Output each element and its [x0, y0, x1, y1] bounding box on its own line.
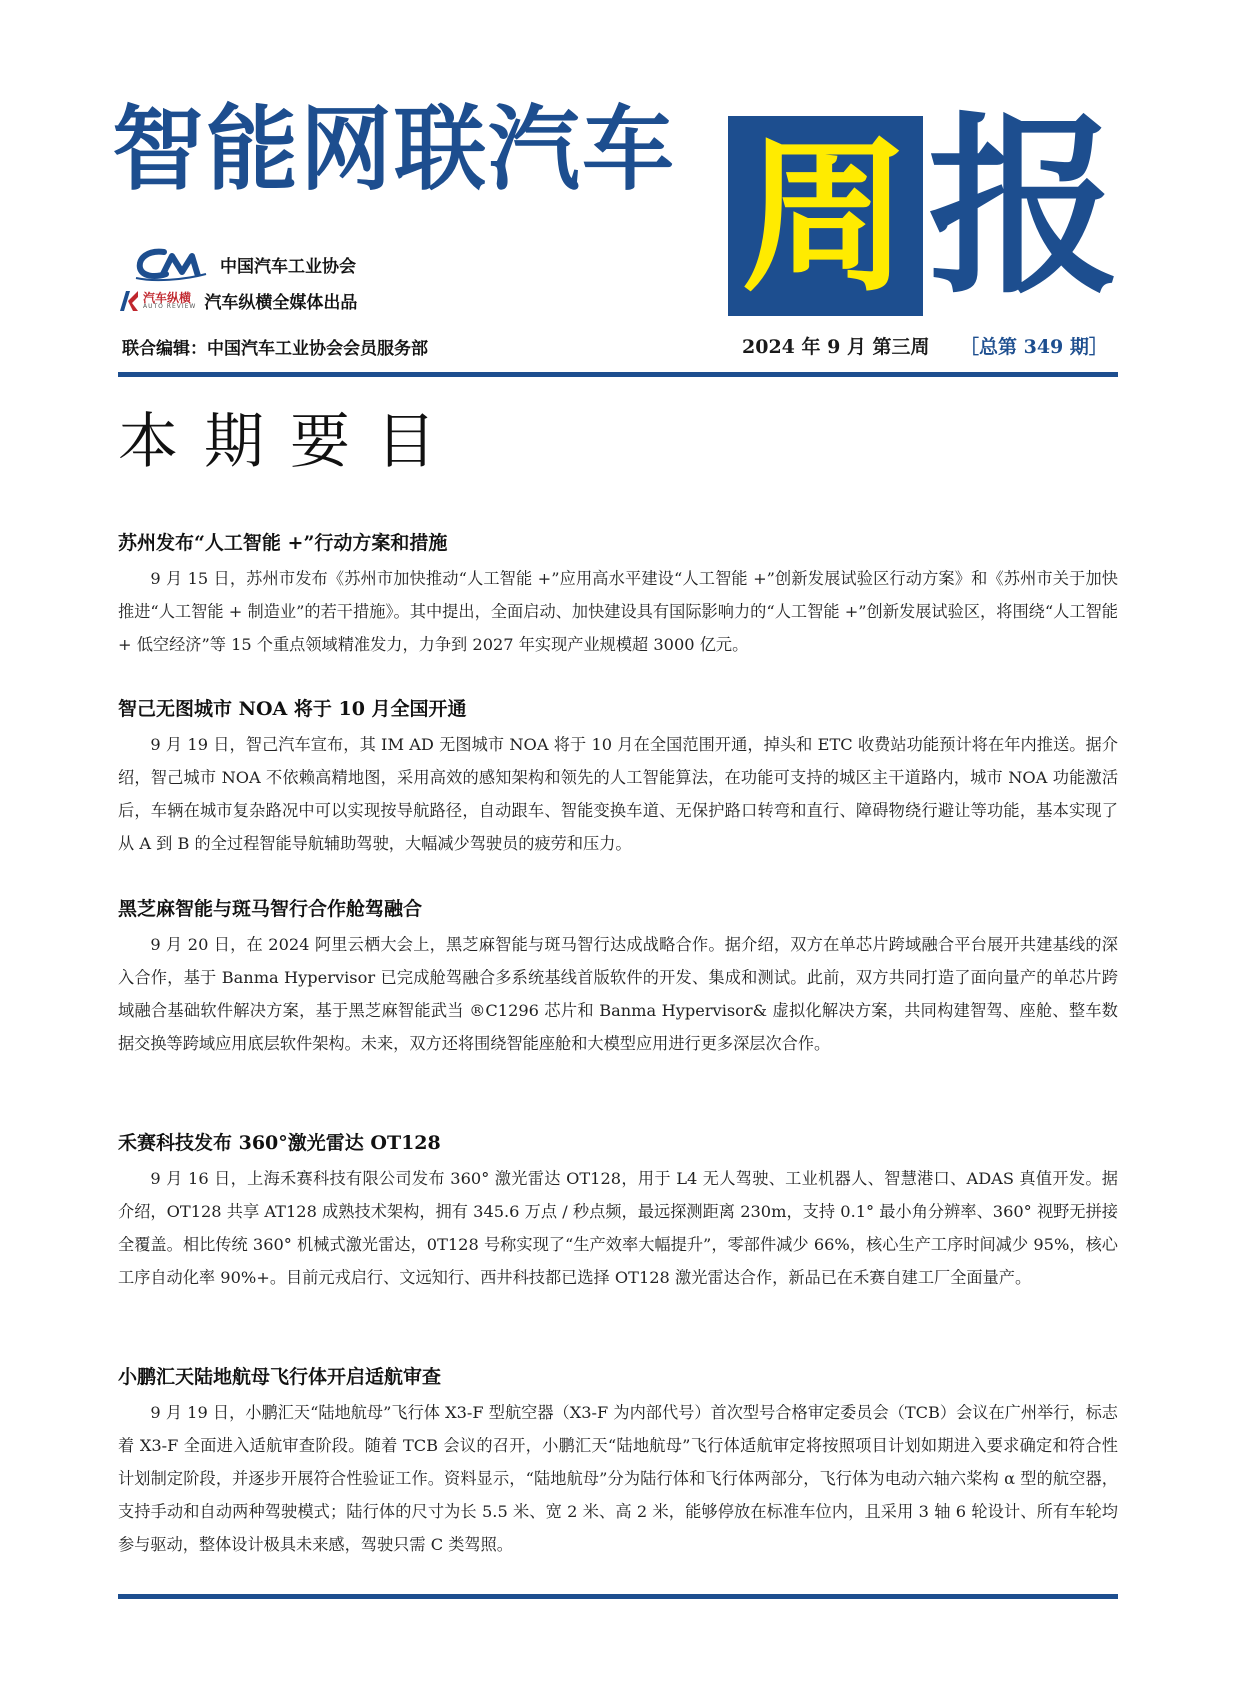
article	[118, 1130, 1118, 1294]
issue-number: ［总第 349 期］	[960, 336, 1108, 358]
article-title: 禾赛科技发布 360°激光雷达 OT128	[118, 1132, 441, 1154]
footer-divider	[118, 1594, 1118, 1599]
ar-mark-icon	[118, 289, 140, 313]
editor-line: 联合编辑：中国汽车工业协会会员服务部	[122, 339, 428, 359]
article-title: 黑芝麻智能与斑马智行合作舱驾融合	[118, 898, 423, 920]
ar-logo-cn: 汽车纵横	[143, 290, 192, 305]
article	[118, 530, 1118, 661]
article-body: 9 月 15 日，苏州市发布《苏州市加快推动“人工智能 +”应用高水平建设“人工智能 +”创新发展试验区行动方案》和《苏州市关于加快推进“人工智能 + 制造业”的若干措施》。其中提出，全面启动、加快建设具有国际影响力的“人工智能 +”创新发展试验区，将围绕“人工智能 + 低空经济”等 15 个重点领域精准发力，力争到 2027 年实现产业规模超 3000 亿元。	[118, 569, 1118, 654]
contents-heading: 本期要目	[118, 407, 462, 477]
caam-logo	[134, 246, 208, 282]
article	[118, 896, 1118, 1060]
article-title: 小鹏汇天陆地航母飞行体开启适航审查	[118, 1366, 442, 1388]
article-body: 9 月 16 日，上海禾赛科技有限公司发布 360° 激光雷达 OT128，用于 L4 无人驾驶、工业机器人、智慧港口、ADAS 真值开发。据介绍，OT128 共享 AT128 成熟技术架构，拥有 345.6 万点 / 秒点频，最远探测距离 230m，支持 0.1° 最小角分辨率、360° 视野无拼接全覆盖。相比传统 360° 机械式激光雷达，0T128 号称实现了“生产效率大幅提升”，零部件减少 66%，核心生产工序时间减少 95%，核心工序自动化率 90%+。目前元戎启行、文远知行、西井科技都已选择 OT128 激光雷达合作，新品已在禾赛自建工厂全面量产。	[118, 1169, 1118, 1287]
masthead-zhou-box	[728, 116, 923, 316]
caam-name: 中国汽车工业协会	[220, 256, 356, 277]
masthead-bao-char: 报	[928, 95, 1120, 320]
masthead-title: 智能网联汽车	[112, 96, 677, 203]
masthead-zhou-char: 周	[741, 117, 910, 315]
article-body: 9 月 19 日，智己汽车宣布，其 IM AD 无图城市 NOA 将于 10 月在全国范围开通，掉头和 ETC 收费站功能预计将在年内推送。据介绍，智己城市 NOA 不依赖高精地图，采用高效的感知架构和领先的人工智能算法，在功能可支持的城区主干道路内，城市 NOA 功能激活后，车辆在城市复杂路况中可以实现按导航路径，自动跟车、智能变换车道、无保护路口转弯和直行、障碍物绕行避让等功能，基本实现了从 A 到 B 的全过程智能导航辅助驾驶，大幅减少驾驶员的疲劳和压力。	[118, 735, 1118, 853]
article-body: 9 月 19 日，小鹏汇天“陆地航母”飞行体 X3-F 型航空器（X3-F 为内部代号）首次型号合格审定委员会（TCB）会议在广州举行，标志着 X3-F 全面进入适航审查阶段。随着 TCB 会议的召开，小鹏汇天“陆地航母”飞行体适航审定将按照项目计划如期进入要求确定和符合性计划制定阶段，并逐步开展符合性验证工作。资料显示，“陆地航母”分为陆行体和飞行体两部分，飞行体为电动六轴六桨构 α 型的航空器，支持手动和自动两种驾驶模式；陆行体的尺寸为长 5.5 米、宽 2 米、高 2 米，能够停放在标准车位内，且采用 3 轴 6 轮设计、所有车轮均参与驱动，整体设计极具未来感，驾驶只需 C 类驾照。	[118, 1403, 1118, 1554]
article-title: 苏州发布“人工智能 +”行动方案和措施	[118, 532, 448, 554]
header-divider	[118, 372, 1118, 377]
ar-logo	[118, 289, 196, 313]
ar-name: 汽车纵横全媒体出品	[204, 293, 358, 313]
ar-row	[118, 288, 357, 313]
article	[118, 696, 1118, 860]
article-title: 智己无图城市 NOA 将于 10 月全国开通	[118, 698, 467, 720]
article-body: 9 月 20 日，在 2024 阿里云栖大会上，黑芝麻智能与斑马智行达成战略合作。据介绍，双方在单芯片跨域融合平台展开共建基线的深入合作，基于 Banma Hypervisor 已完成舱驾融合多系统基线首版软件的开发、集成和测试。此前，双方共同打造了面向量产的单芯片跨域融合基础软件解决方案，基于黑芝麻智能武当 ®C1296 芯片和 Banma Hypervisor& 虚拟化解决方案，共同构建智驾、座舱、整车数据交换等跨域应用底层软件架构。未来，双方还将围绕智能座舱和大模型应用进行更多深层次合作。	[118, 935, 1118, 1053]
article	[118, 1364, 1118, 1561]
caam-row	[134, 246, 356, 282]
issue-date: 2024 年 9 月 第三周	[742, 336, 930, 358]
ar-logo-en: AUTO REVIEW	[143, 302, 197, 310]
